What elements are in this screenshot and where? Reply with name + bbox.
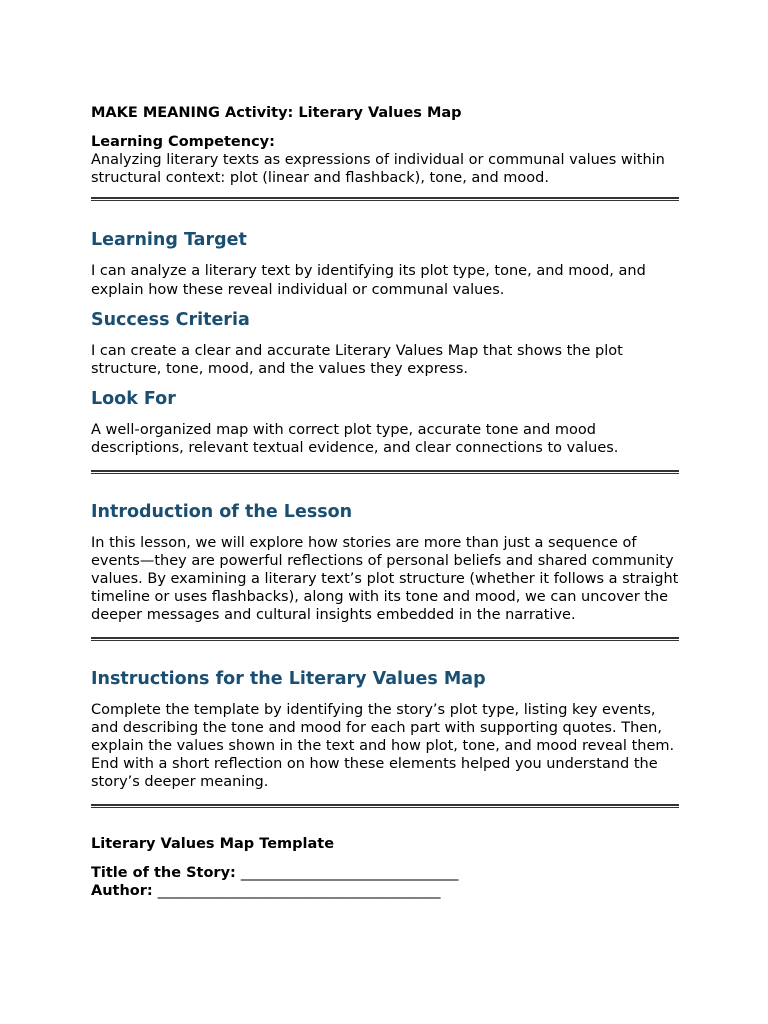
story-title-field [91,864,681,882]
introduction-heading: Introduction of the Lesson [91,501,353,522]
instructions-text: Complete the template by identifying the story’s plot type, listing key events, and describing the tone and mood for each part with supporting quotes. Then, explain the values shown in the text and how plot, tone, and mood reveal them. End with a short reflection on how these elements helped you understand the story’s deeper meaning. [91,701,675,791]
section-divider [91,470,679,474]
introduction-text: In this lesson, we will explore how stories are more than just a sequence of events—they are powerful reflections of personal beliefs and shared community values. By examining a literary text’s plot structure (whether it follows a straight timeline or uses flashbacks), along with its tone and mood, we can uncover the deeper messages and cultural insights embedded in the narrative. [91,534,679,624]
activity-title: MAKE MEANING Activity: Literary Values Map [91,105,462,121]
success-criteria-heading: Success Criteria [91,309,250,330]
author-label: Author: [91,882,153,899]
competency-label: Learning Competency: [91,134,275,150]
look-for-text: A well-organized map with correct plot type, accurate tone and mood descriptions, relevant textual evidence, and clear connections to values. [91,422,619,457]
story-title-label: Title of the Story: [91,864,236,881]
learning-target-heading: Learning Target [91,230,247,251]
template-title: Literary Values Map Template [91,835,335,852]
section-divider [91,637,679,641]
competency-text: Analyzing literary texts as expressions of individual or communal values within structural context: plot (linear and flashback), tone, and mood. [91,152,665,187]
story-title-blank: ______________________________ [240,864,459,881]
instructions-heading: Instructions for the Literary Values Map [91,668,486,689]
section-divider [91,804,679,808]
look-for-heading: Look For [91,389,176,410]
author-blank: _______________________________________ [157,882,441,899]
author-field [91,882,681,900]
success-criteria-text: I can create a clear and accurate Literary Values Map that shows the plot structure, tone, mood, and the values they express. [91,342,623,378]
learning-target-text: I can analyze a literary text by identifying its plot type, tone, and mood, and explain how these reveal individual or communal values. [91,263,646,298]
section-divider [91,197,679,201]
document-content [91,104,681,900]
